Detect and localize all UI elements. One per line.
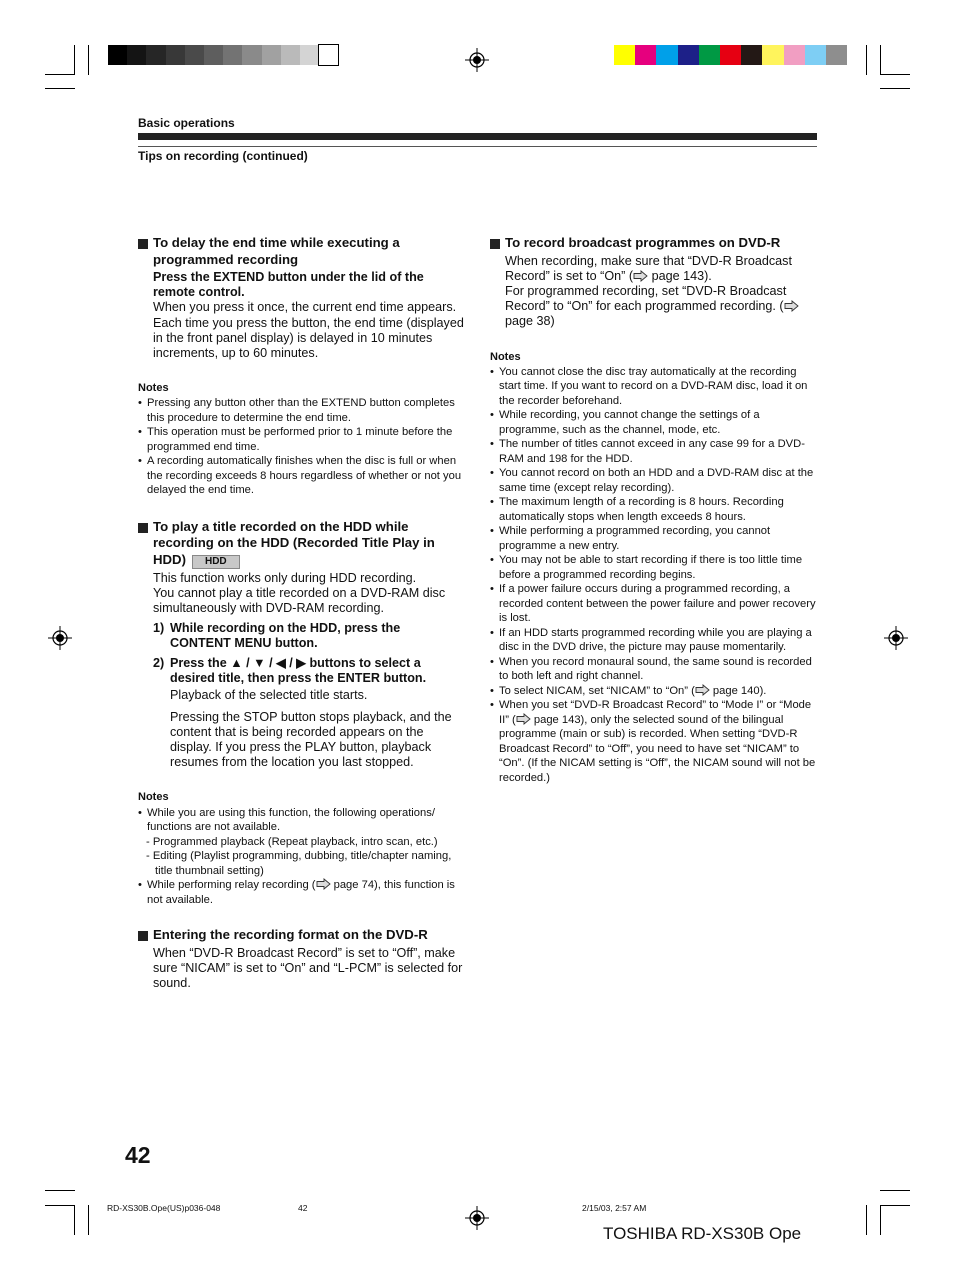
- footer-filename: RD-XS30B.Ope(US)p036-048: [107, 1203, 221, 1213]
- header-rule: [138, 133, 817, 140]
- gray-swatch: [281, 45, 300, 65]
- body-text: When “DVD-R Broadcast Record” is set to “Off”, make sure “NICAM” is set to “On” and “L-PCM” is selected for sound.: [153, 945, 463, 990]
- step: [138, 621, 464, 651]
- body-text: When recording, make sure that “DVD-R Broadcast Record” is set to “On” ( page 143).: [505, 253, 792, 283]
- section-heading: To delay the end time while executing a programmed recording: [138, 235, 464, 268]
- note-subitem: - Programmed playback (Repeat playback, intro scan, etc.): [146, 835, 438, 848]
- page-reference-arrow-icon: [695, 684, 710, 696]
- instruction: Press the EXTEND button under the lid of the remote control.: [153, 270, 424, 300]
- step-text: While recording on the HDD, press the CONTENT MENU button.: [170, 620, 401, 650]
- note-item: • The number of titles cannot exceed in any case 99 for a DVD-RAM and 198 for the HDD.: [490, 437, 818, 466]
- gray-swatch: [166, 45, 185, 65]
- notes-list: [138, 396, 464, 498]
- note-subitem: - Editing (Playlist programming, dubbing, title/chapter naming, title thumbnail setting): [146, 850, 452, 877]
- registration-mark-icon: [465, 1206, 489, 1230]
- footer-page: 42: [298, 1203, 308, 1213]
- page-reference-arrow-icon: [516, 713, 531, 725]
- square-bullet-icon: [138, 239, 148, 249]
- notes-list: [138, 806, 464, 908]
- notes-title: Notes: [138, 382, 169, 395]
- color-swatch: [720, 45, 741, 65]
- note-item: • If an HDD starts programmed recording while you are playing a disc in the DVD drive, the picture may pause momentarily.: [490, 626, 818, 655]
- gray-swatch: [242, 45, 261, 65]
- registration-mark-icon: [48, 626, 72, 650]
- note-item: • When you record monaural sound, the same sound is recorded to both left and right channel.: [490, 655, 818, 684]
- note-item: • You cannot record on both an HDD and a DVD-RAM disc at the same time (except relay recording).: [490, 466, 818, 495]
- section-title: Basic operations: [138, 116, 235, 130]
- page-reference-arrow-icon: [316, 878, 331, 890]
- gray-swatch: [319, 45, 338, 65]
- gray-swatch: [262, 45, 281, 65]
- color-swatch: [678, 45, 699, 65]
- note-item: • A recording automatically finishes when the disc is full or when the recording exceeds 8 hours regardless of whether or not you delayed the end time.: [138, 454, 464, 498]
- header-rule-thin: [138, 146, 817, 147]
- color-swatch: [826, 45, 847, 65]
- gray-swatch: [108, 45, 127, 65]
- note-item: • While performing relay recording ( page 74), this function is not available.: [138, 878, 464, 907]
- gray-swatch: [300, 45, 319, 65]
- square-bullet-icon: [138, 931, 148, 941]
- step-result: Playback of the selected title starts.: [170, 688, 368, 703]
- note-item: • The maximum length of a recording is 8 hours. Recording automatically stops when length exceeds 8 hours.: [490, 495, 818, 524]
- note-item: • You may not be able to start recording if there is too little time before a programmed recording begins.: [490, 553, 818, 582]
- color-swatch: [635, 45, 656, 65]
- color-swatch: [699, 45, 720, 65]
- footer-date: 2/15/03, 2:57 AM: [582, 1203, 647, 1213]
- note-item: • Pressing any button other than the EXTEND button completes this procedure to determine the end time.: [138, 396, 464, 425]
- step-body: Pressing the STOP button stops playback, and the content that is being recorded appears on the display. If you press the PLAY button, playback resumes from the location you last stopped.: [170, 709, 452, 770]
- note-item: • While recording, you cannot change the settings of a programme, such as the channel, mode, etc.: [490, 408, 818, 437]
- step-text: Press the ▲ / ▼ / ◀ / ▶ buttons to select a desired title, then press the ENTER button.: [170, 655, 427, 686]
- note-item: • If a power failure occurs during a programmed recording, a recorded content between the power failure and power recovery is lost.: [490, 582, 818, 626]
- color-swatch: [762, 45, 783, 65]
- step: [138, 656, 464, 770]
- gray-swatch: [185, 45, 204, 65]
- step-number: 1): [153, 620, 165, 635]
- note-item: • While performing a programmed recording, you cannot programme a new entry.: [490, 524, 818, 553]
- subsection-title: Tips on recording (continued): [138, 149, 308, 163]
- body-text: When you press it once, the current end time appears. Each time you press the button, the end time (displayed in the front panel display) is delayed in 10 minutes increments, up to 60 minutes.: [153, 300, 464, 361]
- body-text: You cannot play a title recorded on a DVD-RAM disc simultaneously with DVD-RAM recording.: [153, 586, 446, 616]
- registration-mark-icon: [465, 48, 489, 72]
- body-text: This function works only during HDD recording.: [153, 570, 417, 585]
- step-number: 2): [153, 655, 165, 670]
- color-swatch: [656, 45, 677, 65]
- section-heading: To play a title recorded on the HDD while recording on the HDD (Recorded Title Play in HDD) HDD: [138, 519, 464, 569]
- note-item: • To select NICAM, set “NICAM” to “On” ( page 140).: [490, 684, 818, 699]
- color-swatch: [784, 45, 805, 65]
- note-item: • This operation must be performed prior to 1 minute before the programmed end time.: [138, 425, 464, 454]
- page-number: 42: [125, 1142, 151, 1168]
- footer-brand: TOSHIBA RD-XS30B Ope: [603, 1224, 802, 1243]
- color-swatch: [614, 45, 635, 65]
- notes-list: [490, 365, 818, 786]
- registration-mark-icon: [884, 626, 908, 650]
- color-swatch: [741, 45, 762, 65]
- note-item: • When you set “DVD-R Broadcast Record” to “Mode I” or “Mode II” ( page 143), only the selected sound of the bilingual programme (main or sub) is recorded. When setting “DVD-R Broadcast Record” to “Off”, you need to have set “NICAM” to “On”. (If the NICAM setting is “Off”, the NICAM sound will not be recorded.): [490, 698, 818, 785]
- left-column: [138, 235, 464, 991]
- gray-swatch: [223, 45, 242, 65]
- section-heading: Entering the recording format on the DVD-R: [138, 927, 464, 944]
- body-text: For programmed recording, set “DVD-R Broadcast Record” to “On” for each programmed recording. ( page 38): [490, 284, 818, 330]
- section-heading: To record broadcast programmes on DVD-R: [490, 235, 818, 252]
- color-swatch: [805, 45, 826, 65]
- page-reference-arrow-icon: [784, 300, 799, 312]
- hdd-badge: HDD: [192, 555, 240, 569]
- note-item: • While you are using this function, the following operations/ functions are not available.: [138, 806, 464, 835]
- square-bullet-icon: [490, 239, 500, 249]
- page-reference-arrow-icon: [633, 270, 648, 282]
- notes-title: Notes: [490, 350, 521, 363]
- gray-swatch: [146, 45, 165, 65]
- gray-swatch: [204, 45, 223, 65]
- right-column: [490, 235, 818, 785]
- notes-title: Notes: [138, 791, 169, 804]
- square-bullet-icon: [138, 523, 148, 533]
- note-item: • You cannot close the disc tray automatically at the recording start time. If you want to record on a DVD-RAM disc, load it on the recorder beforehand.: [490, 365, 818, 409]
- gray-swatch: [127, 45, 146, 65]
